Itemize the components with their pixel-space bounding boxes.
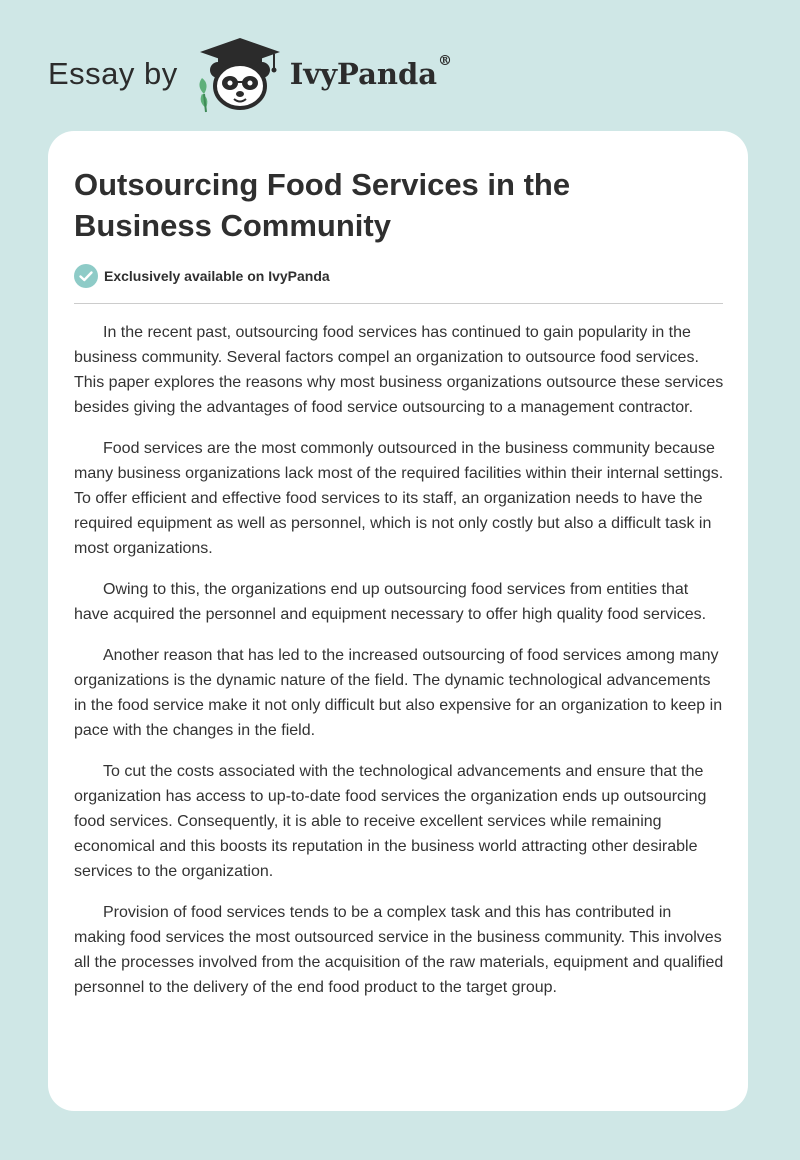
- panda-graduate-logo-icon[interactable]: [194, 34, 286, 114]
- essay-body: [74, 320, 724, 1016]
- divider: [74, 303, 723, 304]
- paragraph: Owing to this, the organizations end up outsourcing food services from entities that have acquired the personnel and equipment necessary to offer high quality food services.: [74, 581, 707, 623]
- paragraph: Provision of food services tends to be a complex task and this has contributed in making food services the most outsourced service in the business community. This involves all the processes involved from the acquisition of the raw materials, equipment and qualified personnel to the delivery of the end food product to the target group.: [74, 904, 724, 996]
- registered-mark: ®: [438, 53, 453, 69]
- brand-name-text: IvyPanda: [289, 57, 438, 91]
- check-circle-icon: [74, 264, 98, 288]
- page-title: Outsourcing Food Services in the Business Community: [74, 167, 571, 243]
- brand-header: [48, 34, 452, 114]
- exclusive-badge-text: Exclusively available on IvyPanda: [104, 268, 330, 284]
- paragraph: Food services are the most commonly outsourced in the business community because many business organizations lack most of the required facilities within their internal settings. To offer efficient and effective food services to its staff, an organization needs to have the required equipment as well as personnel, which is not only costly but also a difficult task in most organizations.: [74, 440, 724, 557]
- essay-by-label: Essay by: [48, 56, 178, 91]
- exclusive-badge: [74, 264, 330, 288]
- ivypanda-wordmark[interactable]: [289, 53, 453, 91]
- paragraph: Another reason that has led to the increased outsourcing of food services among many organizations is the dynamic nature of the field. The dynamic technological advancements in the food service make it not only difficult but also expensive for an organization to keep in pace with the changes in the field.: [74, 647, 723, 739]
- paragraph: To cut the costs associated with the technological advancements and ensure that the organization has access to up-to-date food services the organization ends up outsourcing food services. Consequently, it is able to receive excellent services while remaining economical and this boosts its reputation in the business world attracting other desirable services to the organization.: [74, 763, 707, 880]
- paragraph: In the recent past, outsourcing food services has continued to gain popularity in the business community. Several factors compel an organization to outsource food services. This paper explores the reasons why most business organizations outsource these services besides giving the advantages of food service outsourcing to a management contractor.: [74, 324, 724, 416]
- essay-card: [48, 131, 748, 1111]
